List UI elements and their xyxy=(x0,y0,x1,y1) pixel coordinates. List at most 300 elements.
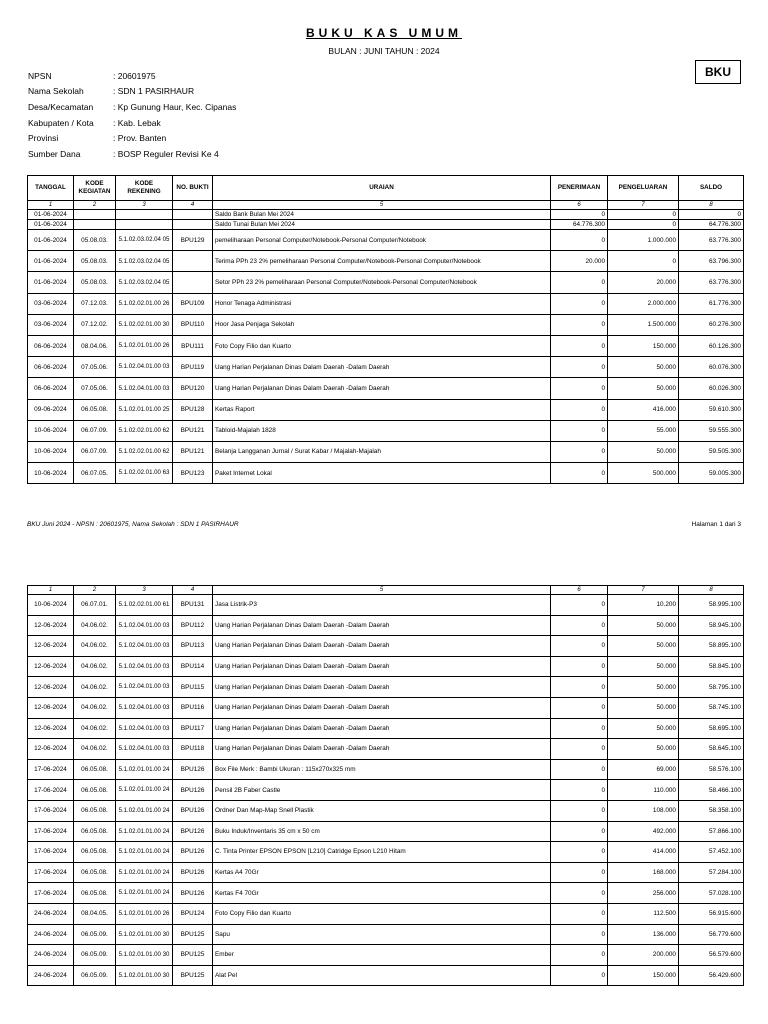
balance-cell: 58.845.100 xyxy=(679,656,744,677)
expense-amount-cell: 200.000 xyxy=(608,945,679,966)
expense-amount-cell: 50.000 xyxy=(608,636,679,657)
expense-amount-cell: 110.000 xyxy=(608,780,679,801)
table-row xyxy=(28,378,744,399)
expense-amount-cell: 50.000 xyxy=(608,615,679,636)
date-cell: 24-06-2024 xyxy=(28,945,74,966)
table-row xyxy=(28,739,744,760)
table-row xyxy=(28,441,744,462)
column-number: 6 xyxy=(551,586,608,595)
table-row xyxy=(28,965,744,986)
expense-amount-cell: 0 xyxy=(608,220,679,230)
date-cell: 03-06-2024 xyxy=(28,293,74,314)
expense-amount-cell: 492.000 xyxy=(608,821,679,842)
activity-code-cell: 04.06.02. xyxy=(74,677,116,698)
receipt-no-cell: BPU114 xyxy=(173,656,213,677)
date-cell: 17-06-2024 xyxy=(28,759,74,780)
receipt-no-cell: BPU121 xyxy=(173,441,213,462)
receipt-amount-cell: 0 xyxy=(551,924,608,945)
document-title: BUKU KAS UMUM xyxy=(306,26,462,40)
table-row xyxy=(28,595,744,616)
receipt-amount-cell: 0 xyxy=(551,739,608,760)
expense-amount-cell: 108.000 xyxy=(608,800,679,821)
account-code-cell: 5.1.02.01.01.00 24 xyxy=(116,780,173,801)
receipt-no-cell: BPU126 xyxy=(173,862,213,883)
table-row xyxy=(28,677,744,698)
date-cell: 24-06-2024 xyxy=(28,903,74,924)
description-cell: Foto Copy Filio dan Kuarto xyxy=(213,903,551,924)
balance-cell: 56.779.600 xyxy=(679,924,744,945)
activity-code-cell: 06.05.09. xyxy=(74,924,116,945)
receipt-amount-cell: 0 xyxy=(551,862,608,883)
account-code-cell: 5.1.02.04.01.00 03 xyxy=(116,739,173,760)
receipt-no-cell: BPU126 xyxy=(173,842,213,863)
table-row xyxy=(28,656,744,677)
account-code-cell: 5.1.02.04.01.00 03 xyxy=(116,357,173,378)
column-number: 5 xyxy=(213,201,551,210)
description-cell: Honor Tenaga Administrasi xyxy=(213,293,551,314)
receipt-amount-cell: 0 xyxy=(551,759,608,780)
activity-code-cell: 07.05.06. xyxy=(74,378,116,399)
balance-cell: 58.576.100 xyxy=(679,759,744,780)
activity-code-cell: 08.04.05. xyxy=(74,903,116,924)
table-row xyxy=(28,903,744,924)
date-cell: 10-06-2024 xyxy=(28,463,74,484)
table-row xyxy=(28,697,744,718)
date-cell: 01-06-2024 xyxy=(28,251,74,272)
date-cell: 01-06-2024 xyxy=(28,230,74,251)
date-cell: 01-06-2024 xyxy=(28,272,74,293)
account-code-cell: 5.1.02.01.01.00 24 xyxy=(116,759,173,780)
table-row xyxy=(28,420,744,441)
description-cell: pemeliharaan Personal Computer/Notebook-Personal Computer/Notebook xyxy=(213,230,551,251)
balance-cell: 60.126.300 xyxy=(679,335,744,356)
expense-amount-cell: 50.000 xyxy=(608,357,679,378)
info-label: Desa/Kecamatan xyxy=(28,101,94,112)
activity-code-cell: 06.05.08. xyxy=(74,780,116,801)
description-cell: Uang Harian Perjalanan Dinas Dalam Daerah -Dalam Daerah xyxy=(213,636,551,657)
description-cell: Kertas F4 70Gr xyxy=(213,883,551,904)
date-cell: 12-06-2024 xyxy=(28,697,74,718)
receipt-no-cell: BPU126 xyxy=(173,759,213,780)
date-cell: 03-06-2024 xyxy=(28,314,74,335)
date-cell: 17-06-2024 xyxy=(28,862,74,883)
table-row xyxy=(28,780,744,801)
table-row xyxy=(28,251,744,272)
school-info xyxy=(28,68,236,162)
expense-amount-cell: 50.000 xyxy=(608,656,679,677)
balance-cell: 59.555.300 xyxy=(679,420,744,441)
table-row xyxy=(28,636,744,657)
balance-cell: 63.776.300 xyxy=(679,272,744,293)
column-number: 7 xyxy=(608,201,679,210)
description-cell: Kertas A4 70Gr xyxy=(213,862,551,883)
column-number: 4 xyxy=(173,201,213,210)
column-header: TANGGAL xyxy=(28,176,74,201)
date-cell: 12-06-2024 xyxy=(28,636,74,657)
receipt-no-cell: BPU109 xyxy=(173,293,213,314)
receipt-amount-cell: 0 xyxy=(551,965,608,986)
receipt-amount-cell: 20.000 xyxy=(551,251,608,272)
info-row xyxy=(28,99,236,115)
date-cell: 10-06-2024 xyxy=(28,595,74,616)
description-cell: Foto Copy Filio dan Kuarto xyxy=(213,335,551,356)
receipt-amount-cell: 0 xyxy=(551,230,608,251)
receipt-amount-cell: 0 xyxy=(551,656,608,677)
balance-cell: 58.695.100 xyxy=(679,718,744,739)
date-cell: 17-06-2024 xyxy=(28,883,74,904)
receipt-no-cell: BPU124 xyxy=(173,903,213,924)
table-row xyxy=(28,842,744,863)
column-header: NO. BUKTI xyxy=(173,176,213,201)
expense-amount-cell: 50.000 xyxy=(608,697,679,718)
receipt-amount-cell: 0 xyxy=(551,903,608,924)
column-number-row xyxy=(28,586,744,595)
description-cell: Jasa Listrik-P3 xyxy=(213,595,551,616)
table-row xyxy=(28,335,744,356)
activity-code-cell: 04.06.02. xyxy=(74,656,116,677)
activity-code-cell: 06.05.08. xyxy=(74,399,116,420)
document-subtitle: BULAN : JUNI TAHUN : 2024 xyxy=(328,46,440,56)
balance-cell: 57.452.100 xyxy=(679,842,744,863)
description-cell: Box File Merk : Bambi Ukuran : 115x270x325 mm xyxy=(213,759,551,780)
info-row xyxy=(28,146,236,162)
receipt-amount-cell: 0 xyxy=(551,293,608,314)
date-cell: 17-06-2024 xyxy=(28,780,74,801)
expense-amount-cell: 150.000 xyxy=(608,965,679,986)
activity-code-cell xyxy=(74,210,116,220)
date-cell: 01-06-2024 xyxy=(28,210,74,220)
table-row xyxy=(28,357,744,378)
date-cell: 06-06-2024 xyxy=(28,378,74,399)
description-cell: Kertas Raport xyxy=(213,399,551,420)
table-row xyxy=(28,945,744,966)
table-row xyxy=(28,924,744,945)
date-cell: 06-06-2024 xyxy=(28,357,74,378)
date-cell: 12-06-2024 xyxy=(28,718,74,739)
expense-amount-cell: 136.000 xyxy=(608,924,679,945)
description-cell: Saldo Bank Bulan Mei 2024 xyxy=(213,210,551,220)
table-row xyxy=(28,718,744,739)
receipt-amount-cell: 0 xyxy=(551,883,608,904)
date-cell: 17-06-2024 xyxy=(28,842,74,863)
balance-cell: 63.776.300 xyxy=(679,230,744,251)
date-cell: 10-06-2024 xyxy=(28,441,74,462)
receipt-no-cell: BPU126 xyxy=(173,800,213,821)
activity-code-cell: 06.05.08. xyxy=(74,883,116,904)
info-label: NPSN xyxy=(28,70,52,81)
table-row xyxy=(28,821,744,842)
account-code-cell: 5.1.02.02.01.00 30 xyxy=(116,314,173,335)
receipt-no-cell: BPU121 xyxy=(173,420,213,441)
column-number: 8 xyxy=(679,586,744,595)
table-row xyxy=(28,800,744,821)
column-number: 8 xyxy=(679,201,744,210)
expense-amount-cell: 416.000 xyxy=(608,399,679,420)
receipt-amount-cell: 0 xyxy=(551,718,608,739)
info-row xyxy=(28,84,236,100)
receipt-amount-cell: 0 xyxy=(551,210,608,220)
expense-amount-cell: 168.000 xyxy=(608,862,679,883)
account-code-cell: 5.1.02.01.01.00 26 xyxy=(116,335,173,356)
description-cell: Setor PPh 23 2% pemeliharaan Personal Computer/Notebook-Personal Computer/Notebook xyxy=(213,272,551,293)
receipt-amount-cell: 0 xyxy=(551,945,608,966)
receipt-amount-cell: 0 xyxy=(551,378,608,399)
ledger-table-page-2 xyxy=(27,585,744,986)
expense-amount-cell: 50.000 xyxy=(608,718,679,739)
info-label: Provinsi xyxy=(28,133,59,144)
balance-cell: 60.276.300 xyxy=(679,314,744,335)
date-cell: 24-06-2024 xyxy=(28,965,74,986)
table-row xyxy=(28,399,744,420)
expense-amount-cell: 112.500 xyxy=(608,903,679,924)
account-code-cell: 5.1.02.03.02.04 05 xyxy=(116,272,173,293)
column-number: 3 xyxy=(116,586,173,595)
receipt-amount-cell: 0 xyxy=(551,595,608,616)
receipt-amount-cell: 0 xyxy=(551,357,608,378)
table-row xyxy=(28,293,744,314)
column-number: 1 xyxy=(28,586,74,595)
receipt-amount-cell: 64.776.300 xyxy=(551,220,608,230)
column-header: KODE KEGIATAN xyxy=(74,176,116,201)
activity-code-cell: 08.04.06. xyxy=(74,335,116,356)
activity-code-cell: 07.12.02. xyxy=(74,314,116,335)
description-cell: Ember xyxy=(213,945,551,966)
receipt-amount-cell: 0 xyxy=(551,821,608,842)
receipt-no-cell: BPU117 xyxy=(173,718,213,739)
column-number: 6 xyxy=(551,201,608,210)
column-header: KODE REKENING xyxy=(116,176,173,201)
account-code-cell: 5.1.02.04.01.00 03 xyxy=(116,718,173,739)
expense-amount-cell: 55.000 xyxy=(608,420,679,441)
description-cell: Ordner Dan Map-Map Snell Plastik xyxy=(213,800,551,821)
account-code-cell: 5.1.02.01.01.00 30 xyxy=(116,965,173,986)
table-row xyxy=(28,230,744,251)
description-cell: Alat Pel xyxy=(213,965,551,986)
column-number: 4 xyxy=(173,586,213,595)
table-row xyxy=(28,615,744,636)
account-code-cell: 5.1.02.04.01.00 03 xyxy=(116,378,173,399)
account-code-cell: 5.1.02.01.01.00 24 xyxy=(116,821,173,842)
date-cell: 12-06-2024 xyxy=(28,656,74,677)
info-row xyxy=(28,130,236,146)
date-cell: 06-06-2024 xyxy=(28,335,74,356)
description-cell: Belanja Langganan Jurnal / Surat Kabar / Majalah-Majalah xyxy=(213,441,551,462)
ledger-table-page-1 xyxy=(27,175,744,484)
activity-code-cell: 06.05.08. xyxy=(74,862,116,883)
receipt-amount-cell: 0 xyxy=(551,780,608,801)
activity-code-cell: 06.05.08. xyxy=(74,759,116,780)
info-value: : Kab. Lebak xyxy=(113,117,161,128)
info-value: : SDN 1 PASIRHAUR xyxy=(113,86,195,97)
activity-code-cell: 04.06.02. xyxy=(74,697,116,718)
date-cell: 10-06-2024 xyxy=(28,420,74,441)
balance-cell: 58.645.100 xyxy=(679,739,744,760)
description-cell: Uang Harian Perjalanan Dinas Dalam Daerah -Dalam Daerah xyxy=(213,718,551,739)
receipt-no-cell: BPU131 xyxy=(173,595,213,616)
account-code-cell: 5.1.02.03.02.04 05 xyxy=(116,230,173,251)
date-cell: 17-06-2024 xyxy=(28,800,74,821)
table-row xyxy=(28,862,744,883)
account-code-cell: 5.1.02.01.01.00 25 xyxy=(116,399,173,420)
info-label: Nama Sekolah xyxy=(28,86,84,97)
expense-amount-cell: 50.000 xyxy=(608,441,679,462)
page-footer-note: BKU Juni 2024 - NPSN : 20601975, Nama Sekolah : SDN 1 PASIRHAUR xyxy=(27,521,239,528)
balance-cell: 57.284.100 xyxy=(679,862,744,883)
column-header: PENGELUARAN xyxy=(608,176,679,201)
table-row xyxy=(28,210,744,220)
date-cell: 09-06-2024 xyxy=(28,399,74,420)
receipt-amount-cell: 0 xyxy=(551,335,608,356)
receipt-no-cell: BPU125 xyxy=(173,924,213,945)
receipt-no-cell: BPU126 xyxy=(173,780,213,801)
column-header: PENERIMAAN xyxy=(551,176,608,201)
activity-code-cell xyxy=(74,220,116,230)
balance-cell: 60.026.300 xyxy=(679,378,744,399)
balance-cell: 0 xyxy=(679,210,744,220)
activity-code-cell: 07.12.03. xyxy=(74,293,116,314)
receipt-no-cell: BPU120 xyxy=(173,378,213,399)
description-cell: Uang Harian Perjalanan Dinas Dalam Daerah -Dalam Daerah xyxy=(213,357,551,378)
expense-amount-cell: 10.200 xyxy=(608,595,679,616)
activity-code-cell: 07.05.06. xyxy=(74,357,116,378)
info-value: : BOSP Reguler Revisi Ke 4 xyxy=(113,148,219,159)
activity-code-cell: 04.06.02. xyxy=(74,739,116,760)
balance-cell: 63.796.300 xyxy=(679,251,744,272)
receipt-no-cell: BPU125 xyxy=(173,945,213,966)
balance-cell: 59.505.300 xyxy=(679,441,744,462)
info-value: : Kp Gunung Haur, Kec. Cipanas xyxy=(113,101,237,112)
receipt-no-cell: BPU119 xyxy=(173,357,213,378)
receipt-no-cell: BPU129 xyxy=(173,230,213,251)
receipt-amount-cell: 0 xyxy=(551,272,608,293)
balance-cell: 56.429.600 xyxy=(679,965,744,986)
balance-cell: 56.915.600 xyxy=(679,903,744,924)
column-header: SALDO xyxy=(679,176,744,201)
activity-code-cell: 06.07.01. xyxy=(74,595,116,616)
expense-amount-cell: 256.000 xyxy=(608,883,679,904)
description-cell: C. Tinta Printer EPSON EPSON [L210] Catridge Epson L210 Hitam xyxy=(213,842,551,863)
description-cell: Uang Harian Perjalanan Dinas Dalam Daerah -Dalam Daerah xyxy=(213,656,551,677)
account-code-cell: 5.1.02.01.01.00 24 xyxy=(116,883,173,904)
account-code-cell: 5.1.02.02.01.00 26 xyxy=(116,293,173,314)
activity-code-cell: 05.08.03. xyxy=(74,251,116,272)
bku-badge: BKU xyxy=(695,60,741,84)
table-row xyxy=(28,314,744,335)
activity-code-cell: 06.07.09. xyxy=(74,420,116,441)
receipt-amount-cell: 0 xyxy=(551,842,608,863)
date-cell: 12-06-2024 xyxy=(28,615,74,636)
column-number: 2 xyxy=(74,201,116,210)
activity-code-cell: 06.07.05. xyxy=(74,463,116,484)
expense-amount-cell: 0 xyxy=(608,210,679,220)
expense-amount-cell: 69.000 xyxy=(608,759,679,780)
description-cell: Pensil 2B Faber Castle xyxy=(213,780,551,801)
receipt-amount-cell: 0 xyxy=(551,636,608,657)
account-code-cell: 5.1.02.01.01.00 30 xyxy=(116,924,173,945)
account-code-cell: 5.1.02.02.01.00 61 xyxy=(116,595,173,616)
table-row xyxy=(28,463,744,484)
receipt-no-cell: BPU126 xyxy=(173,821,213,842)
account-code-cell: 5.1.02.03.02.04 05 xyxy=(116,251,173,272)
description-cell: Hoor Jasa Penjaga Sekolah xyxy=(213,314,551,335)
table-row xyxy=(28,272,744,293)
balance-cell: 59.610.300 xyxy=(679,399,744,420)
activity-code-cell: 06.07.09. xyxy=(74,441,116,462)
receipt-amount-cell: 0 xyxy=(551,399,608,420)
receipt-no-cell xyxy=(173,251,213,272)
balance-cell: 61.776.300 xyxy=(679,293,744,314)
activity-code-cell: 04.06.02. xyxy=(74,636,116,657)
account-code-cell: 5.1.02.01.01.00 30 xyxy=(116,945,173,966)
receipt-no-cell: BPU123 xyxy=(173,463,213,484)
receipt-amount-cell: 0 xyxy=(551,615,608,636)
expense-amount-cell: 414.000 xyxy=(608,842,679,863)
account-code-cell xyxy=(116,220,173,230)
receipt-amount-cell: 0 xyxy=(551,800,608,821)
page-number: Halaman 1 dari 3 xyxy=(691,521,741,528)
receipt-no-cell: BPU116 xyxy=(173,697,213,718)
table-row xyxy=(28,220,744,230)
description-cell: Uang Harian Perjalanan Dinas Dalam Daerah -Dalam Daerah xyxy=(213,739,551,760)
balance-cell: 57.028.100 xyxy=(679,883,744,904)
info-label: Kabupaten / Kota xyxy=(28,117,94,128)
activity-code-cell: 06.05.08. xyxy=(74,821,116,842)
account-code-cell: 5.1.02.01.01.00 24 xyxy=(116,862,173,883)
receipt-no-cell: BPU118 xyxy=(173,739,213,760)
expense-amount-cell: 50.000 xyxy=(608,739,679,760)
info-value: : Prov. Banten xyxy=(113,133,167,144)
column-number-row xyxy=(28,201,744,210)
receipt-no-cell: BPU110 xyxy=(173,314,213,335)
account-code-cell: 5.1.02.02.01.00 63 xyxy=(116,463,173,484)
column-number: 1 xyxy=(28,201,74,210)
expense-amount-cell: 20.000 xyxy=(608,272,679,293)
description-cell: Paket Internet Lokal xyxy=(213,463,551,484)
account-code-cell: 5.1.02.04.01.00 03 xyxy=(116,636,173,657)
balance-cell: 58.945.100 xyxy=(679,615,744,636)
account-code-cell: 5.1.02.04.01.00 03 xyxy=(116,656,173,677)
account-code-cell: 5.1.02.02.01.00 62 xyxy=(116,420,173,441)
balance-cell: 58.795.100 xyxy=(679,677,744,698)
receipt-no-cell xyxy=(173,220,213,230)
expense-amount-cell: 1.500.000 xyxy=(608,314,679,335)
date-cell: 01-06-2024 xyxy=(28,220,74,230)
activity-code-cell: 06.05.08. xyxy=(74,800,116,821)
column-number: 2 xyxy=(74,586,116,595)
column-header: URAIAN xyxy=(213,176,551,201)
expense-amount-cell: 2.000.000 xyxy=(608,293,679,314)
expense-amount-cell: 150.000 xyxy=(608,335,679,356)
balance-cell: 64.776.300 xyxy=(679,220,744,230)
info-row xyxy=(28,68,236,84)
receipt-no-cell: BPU112 xyxy=(173,615,213,636)
receipt-no-cell: BPU128 xyxy=(173,399,213,420)
receipt-no-cell: BPU115 xyxy=(173,677,213,698)
account-code-cell: 5.1.02.02.01.00 62 xyxy=(116,441,173,462)
column-number: 3 xyxy=(116,201,173,210)
table-row xyxy=(28,759,744,780)
date-cell: 12-06-2024 xyxy=(28,677,74,698)
activity-code-cell: 06.05.09. xyxy=(74,945,116,966)
table-header-row xyxy=(28,176,744,201)
receipt-no-cell: BPU113 xyxy=(173,636,213,657)
receipt-amount-cell: 0 xyxy=(551,697,608,718)
balance-cell: 60.076.300 xyxy=(679,357,744,378)
column-number: 7 xyxy=(608,586,679,595)
column-number: 5 xyxy=(213,586,551,595)
description-cell: Uang Harian Perjalanan Dinas Dalam Daerah -Dalam Daerah xyxy=(213,697,551,718)
date-cell: 12-06-2024 xyxy=(28,739,74,760)
